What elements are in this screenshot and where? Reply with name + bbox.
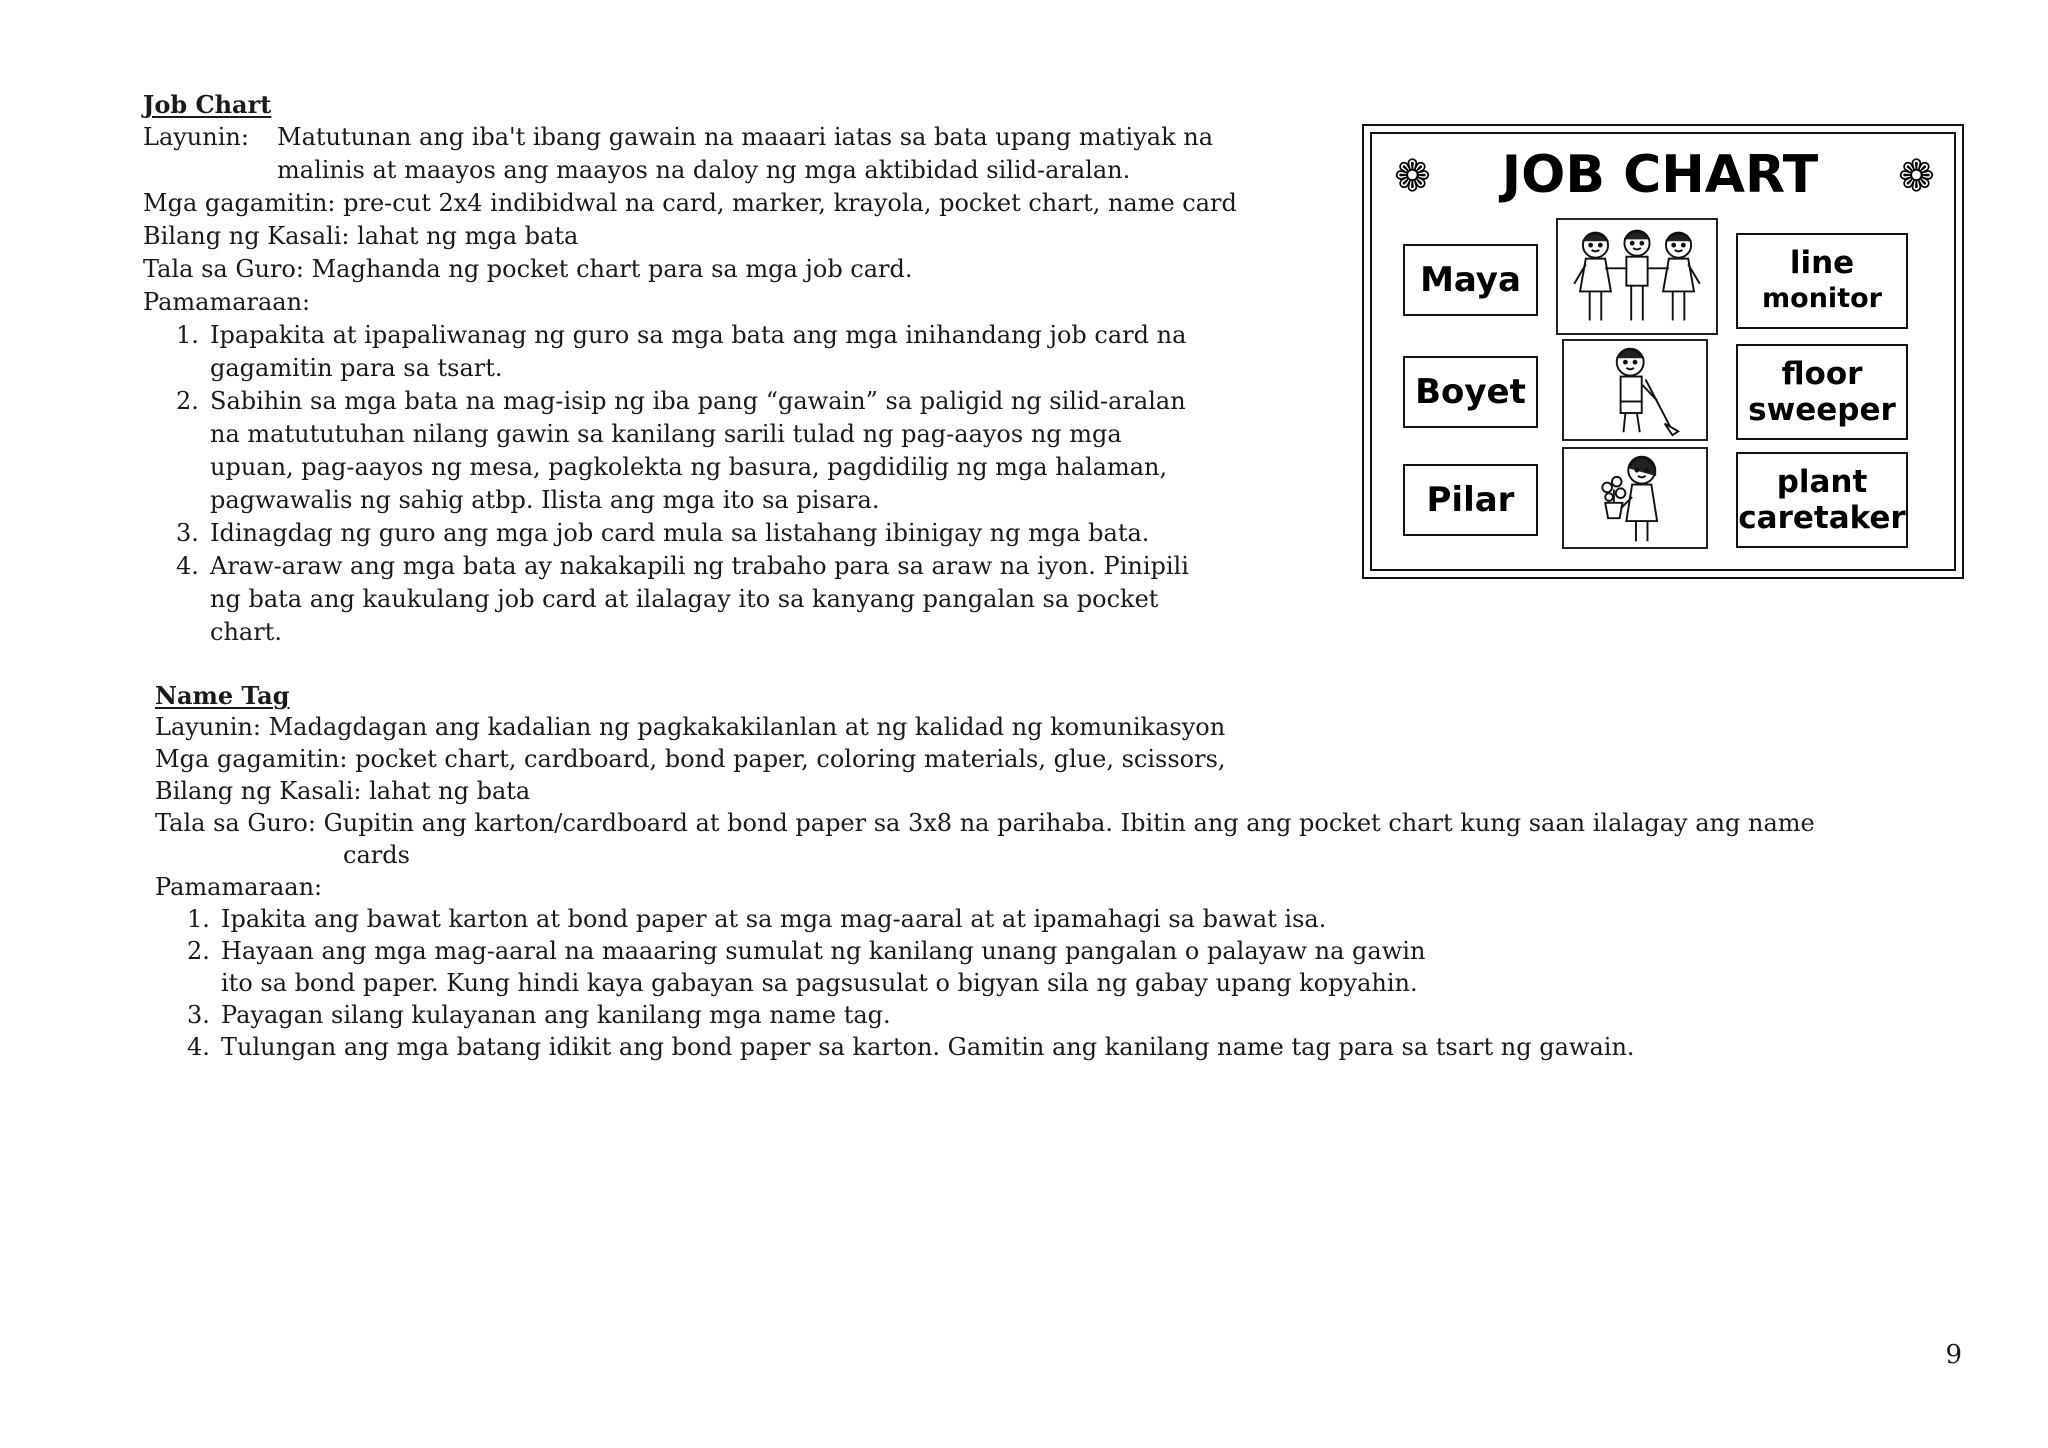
job-chart-step-number: 2. [176, 387, 199, 415]
name-card-pilar [1403, 464, 1538, 536]
job-chart-step-line: Ipapakita at ipapaliwanag ng guro sa mga bata ang mga inihandang job card na [210, 321, 1187, 349]
girl-holding-plant-picture [1562, 447, 1708, 549]
job-chart-layunin-label: Layunin: [143, 123, 249, 151]
name-tag-step-number: 4. [187, 1033, 210, 1061]
job-card-plant-caretaker [1736, 452, 1908, 548]
name-tag-step-number: 1. [187, 905, 210, 933]
boy-sweeping-picture [1562, 339, 1708, 441]
job-chart-step-line: Idinagdag ng guro ang mga job card mula sa listahang ibinigay ng mga bata. [210, 519, 1150, 547]
job-chart-layunin-line1: Matutunan ang iba't ibang gawain na maaari iatas sa bata upang matiyak na [277, 123, 1214, 151]
name-tag-tala-line2: cards [343, 841, 410, 869]
job-chart-step-line: Araw-araw ang mga bata ay nakakapili ng trabaho para sa araw na iyon. Pinipili [210, 552, 1189, 580]
flower-icon-right: ❁ [1898, 151, 1935, 202]
girl-holding-plant-icon [1564, 449, 1706, 547]
job-chart-step-line: gagamitin para sa tsart. [210, 354, 503, 382]
job-chart-step-number: 4. [176, 552, 199, 580]
name-card-label: Pilar [1426, 480, 1515, 520]
name-tag-layunin: Layunin: Madagdagan ang kadalian ng pagkakakilanlan at ng kalidad ng komunikasyon [155, 713, 1226, 741]
job-chart-step-number: 1. [176, 321, 199, 349]
name-tag-step-line: Tulungan ang mga batang idikit ang bond paper sa karton. Gamitin ang kanilang name tag para sa tsart ng gawain. [221, 1033, 1635, 1061]
job-card-floor-sweeper [1736, 344, 1908, 440]
name-card-label: Boyet [1415, 372, 1526, 412]
job-chart-step-line: na matututuhan nilang gawin sa kanilang sarili tulad ng pag-aayos ng mga [210, 420, 1122, 448]
name-tag-step-number: 3. [187, 1001, 210, 1029]
job-chart-gagamitin: Mga gagamitin: pre-cut 2x4 indibidwal na card, marker, krayola, pocket chart, name card [143, 189, 1237, 217]
job-card-line-monitor [1736, 233, 1908, 329]
name-tag-heading: Name Tag [155, 681, 290, 710]
page-number: 9 [1945, 1340, 1962, 1370]
name-tag-gagamitin: Mga gagamitin: pocket chart, cardboard, bond paper, coloring materials, glue, scissors, [155, 745, 1226, 773]
job-card-line: plant [1776, 464, 1868, 500]
flower-icon-left: ❁ [1394, 151, 1431, 202]
job-chart-tala: Tala sa Guro: Maghanda ng pocket chart para sa mga job card. [143, 255, 913, 283]
children-holding-hands-icon [1558, 220, 1716, 333]
three-children-holding-hands-picture [1556, 218, 1718, 335]
name-tag-bilang: Bilang ng Kasali: lahat ng bata [155, 777, 531, 805]
name-card-maya [1403, 244, 1538, 316]
job-chart-step-line: upuan, pag-aayos ng mesa, pagkolekta ng basura, pagdidilig ng mga halaman, [210, 453, 1168, 481]
job-card-line: sweeper [1748, 392, 1896, 428]
name-tag-step-line: Hayaan ang mga mag-aaral na maaaring sumulat ng kanilang unang pangalan o palayaw na gawin [221, 937, 1426, 965]
job-card-line: monitor [1762, 283, 1882, 314]
job-chart-pamamaraan: Pamamaraan: [143, 288, 311, 316]
name-card-boyet [1403, 356, 1538, 428]
name-tag-step-line: Ipakita ang bawat karton at bond paper at sa mga mag-aaral at at ipamahagi sa bawat isa. [221, 905, 1327, 933]
name-tag-step-number: 2. [187, 937, 210, 965]
name-tag-step-line: Payagan silang kulayanan ang kanilang mga name tag. [221, 1001, 891, 1029]
name-card-label: Maya [1420, 260, 1521, 300]
name-tag-pamamaraan: Pamamaraan: [155, 873, 323, 901]
job-chart-step-line: ng bata ang kaukulang job card at ilalagay ito sa kanyang pangalan sa pocket [210, 585, 1159, 613]
job-chart-bilang: Bilang ng Kasali: lahat ng mga bata [143, 222, 579, 250]
job-card-line: caretaker [1738, 500, 1906, 536]
job-card-line: line [1789, 245, 1855, 281]
job-card-line: floor [1781, 356, 1863, 392]
job-chart-illustration-title: JOB CHART [1501, 145, 1819, 205]
name-tag-tala-line1: Tala sa Guro: Gupitin ang karton/cardboard at bond paper sa 3x8 na parihaba. Ibitin ang ang pocket chart kung saan ilalagay ang name [155, 809, 1815, 837]
job-chart-heading: Job Chart [143, 90, 272, 119]
job-chart-step-line: chart. [210, 618, 282, 646]
job-chart-step-number: 3. [176, 519, 199, 547]
job-chart-step-line: Sabihin sa mga bata na mag-isip ng iba pang “gawain” sa paligid ng silid-aralan [210, 387, 1186, 415]
name-tag-step-line: ito sa bond paper. Kung hindi kaya gabayan sa pagsusulat o bigyan sila ng gabay upang kopyahin. [221, 969, 1418, 997]
boy-sweeping-icon [1564, 341, 1706, 439]
job-chart-layunin-line2: malinis at maayos ang maayos na daloy ng mga aktibidad silid-aralan. [277, 156, 1131, 184]
job-chart-step-line: pagwawalis ng sahig atbp. Ilista ang mga ito sa pisara. [210, 486, 880, 514]
